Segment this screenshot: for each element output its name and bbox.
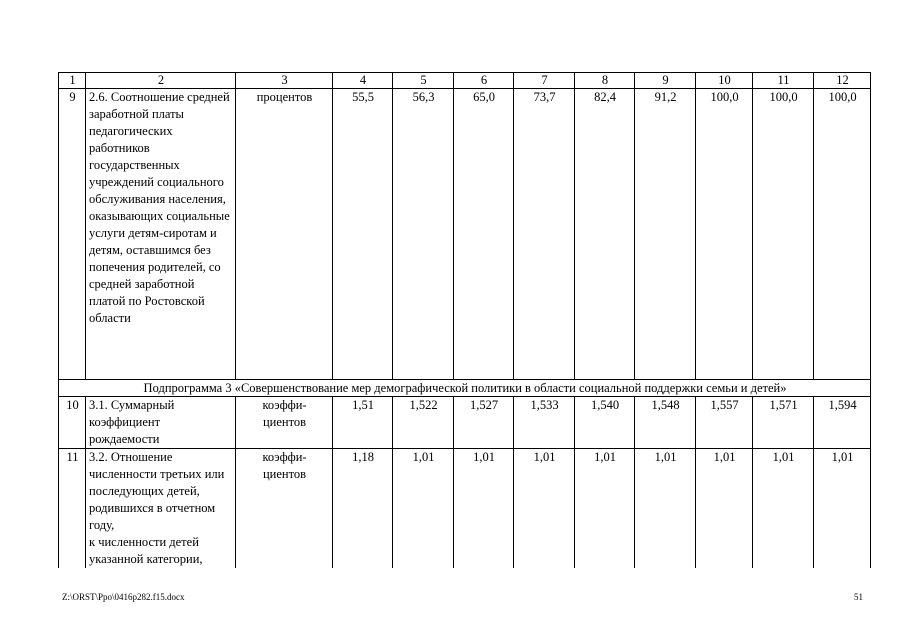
value-cell: 1,527: [454, 397, 514, 449]
header-cell: 11: [753, 73, 814, 89]
value-cell: 1,01: [814, 449, 871, 569]
indicator-name: 3.2. Отношение численности третьих или последующих детей, родившихся в отчетном году, к численности детей указанной категории,: [86, 449, 236, 569]
header-cell: 5: [393, 73, 454, 89]
table-row: [59, 397, 871, 449]
page-number: 51: [854, 592, 863, 602]
value-cell: 91,2: [635, 89, 696, 380]
header-cell: 3: [236, 73, 333, 89]
header-cell: 9: [635, 73, 696, 89]
header-cell: 4: [333, 73, 393, 89]
value-cell: 55,5: [333, 89, 393, 380]
subprogram-row: [59, 380, 871, 397]
header-cell: 10: [696, 73, 753, 89]
header-cell: 2: [86, 73, 236, 89]
value-cell: 1,571: [753, 397, 814, 449]
unit-cell: процентов: [236, 89, 333, 380]
value-cell: 1,51: [333, 397, 393, 449]
indicators-table: [58, 72, 871, 568]
value-cell: 1,540: [575, 397, 635, 449]
value-cell: 1,01: [514, 449, 575, 569]
subprogram-title: Подпрограмма 3 «Совершенствование мер демографической политики в области социальной поддержки семьи и детей»: [59, 380, 871, 397]
header-cell: 7: [514, 73, 575, 89]
header-cell: 1: [59, 73, 86, 89]
table-row: [59, 89, 871, 380]
value-cell: 1,522: [393, 397, 454, 449]
row-number: 10: [59, 397, 86, 449]
value-cell: 1,557: [696, 397, 753, 449]
footer-file-path: Z:\ORST\Ppo\0416p282.f15.docx: [62, 592, 185, 602]
unit-cell: коэффи- циентов: [236, 397, 333, 449]
value-cell: 1,01: [393, 449, 454, 569]
value-cell: 1,01: [454, 449, 514, 569]
value-cell: 73,7: [514, 89, 575, 380]
value-cell: 1,01: [753, 449, 814, 569]
table-row: [59, 449, 871, 569]
value-cell: 1,548: [635, 397, 696, 449]
value-cell: 1,01: [696, 449, 753, 569]
value-cell: 100,0: [753, 89, 814, 380]
value-cell: 1,01: [635, 449, 696, 569]
value-cell: 100,0: [696, 89, 753, 380]
indicator-name: 2.6. Соотношение средней заработной платы педагогических работников государственных учреждений социального обслуживания населения, оказывающих социальные услуги детям-сиротам и детям, оставшимся без попечения родителей, со средней заработной платой по Ростовской области: [86, 89, 236, 380]
value-cell: 56,3: [393, 89, 454, 380]
header-cell: 6: [454, 73, 514, 89]
header-cell: 8: [575, 73, 635, 89]
table-header-row: [59, 73, 871, 89]
value-cell: 1,533: [514, 397, 575, 449]
unit-cell: коэффи- циентов: [236, 449, 333, 569]
row-number: 11: [59, 449, 86, 569]
header-cell: 12: [814, 73, 871, 89]
value-cell: 1,01: [575, 449, 635, 569]
value-cell: 82,4: [575, 89, 635, 380]
indicator-name: 3.1. Суммарный коэффициент рождаемости: [86, 397, 236, 449]
value-cell: 1,18: [333, 449, 393, 569]
value-cell: 65,0: [454, 89, 514, 380]
value-cell: 100,0: [814, 89, 871, 380]
value-cell: 1,594: [814, 397, 871, 449]
row-number: 9: [59, 89, 86, 380]
